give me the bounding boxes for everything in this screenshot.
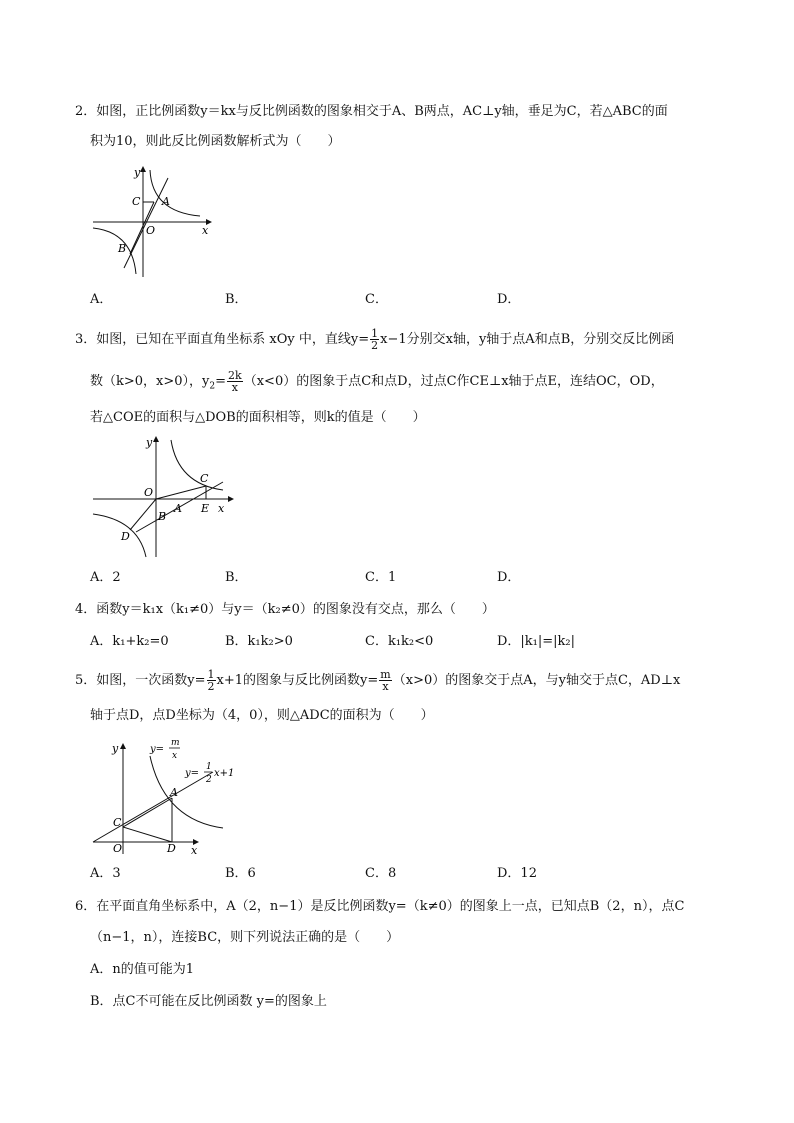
q3-fraction2 [227,370,243,393]
q5-label-C: C [113,816,122,829]
q5-label-D: D [167,842,176,855]
q2-label-A: A [162,195,170,208]
q3-OC-segment [156,486,206,499]
q2-label-y: y [134,166,141,179]
q2-option-c[interactable]: C． [365,292,388,307]
q3-label-C: C [200,472,209,485]
q4-option-d[interactable]: D．|k₁|=|k₂| [497,634,576,649]
q5-fraction2 [379,669,391,692]
q5-hyperbola [150,756,223,828]
q3-label-B: B [158,510,167,523]
q3-stem-line3: 若△COE的面积与△DOB的面积相等，则k的值是（ ） [90,410,426,425]
q3-line1a: 3．如图，已知在平面直角坐标系 xOy 中，直线 [75,332,351,347]
q5-line-label: y= [185,768,200,779]
q2-stem-line2: 积为10，则此反比例函数解析式为（ ） [90,134,341,149]
q5-option-b[interactable]: B．6 [225,866,256,881]
q6-stem-line2: （n−1，n），连接BC，则下列说法正确的是（ ） [90,930,400,945]
q4-option-c[interactable]: C．k₁k₂<0 [365,634,434,649]
q2-option-b[interactable]: B． [225,292,248,307]
q3-stem-line2 [90,370,664,395]
q5-frac-den: 2 [207,680,215,693]
q3-frac2-den: x [231,381,238,394]
q3-option-c[interactable]: C．1 [365,570,397,585]
q5-line1b: x+1 [216,673,244,688]
q2-label-O: O [146,224,156,237]
q5-label-A: A [170,786,178,799]
q3-label-D: D [121,530,130,543]
q3-y2-sub: 2 [209,381,216,392]
q2-label-C: C [132,195,141,208]
q3-line2b: （x<0）的图象于点C和点D，过点C作CE⊥x轴于点E，连结OC，OD， [243,374,664,389]
q3-frac2-num: 2k [228,369,242,382]
q5-option-d[interactable]: D．12 [497,866,537,881]
q2-figure [88,162,213,282]
q2-option-a[interactable]: A． [90,292,113,307]
q5-frac2-den: x [382,680,389,693]
q5-stem-line2: 轴于点D，点D坐标为（4，0），则△ADC的面积为（ ） [90,708,434,723]
q3-y-eq: y= [350,332,370,347]
q5-line1a: 5．如图，一次函数 [75,673,188,688]
q3-y2: y [202,374,210,389]
q5-line1e: 的图象交于点A，与y轴交于点C，AD⊥x [445,673,681,688]
q3-frac-den: 2 [371,339,379,352]
q6-option-a[interactable]: A．n的值可能为1 [90,962,195,977]
q3-hyperbola-y1 [171,440,223,490]
q4-stem-line1: 4．函数y＝k₁x（k₁≠0）与y＝（k₂≠0）的图象没有交点，那么（ ） [75,602,495,617]
q2-y-arrow [140,166,146,172]
q5-option-a[interactable]: A．3 [90,866,121,881]
q4-option-b[interactable]: B．k₁k₂>0 [225,634,293,649]
q3-OD-segment [130,499,156,530]
q5-fraction [207,669,216,692]
q3-label-E: E [201,502,210,515]
q3-frac-num: 1 [371,327,379,340]
q3-y-arrow [153,436,159,442]
q5-line-den: 2 [206,775,212,785]
q2-label-x: x [202,224,209,237]
q3-line1c: 分别交x轴，y轴于点A和点B，分别交反比例函 [406,332,675,347]
q5-option-c[interactable]: C．8 [365,866,397,881]
q5-label-y: y [112,742,119,755]
q5-frac2-num: m [380,668,391,681]
q2-hyperbola-branch1 [150,170,200,216]
q5-CD-segment [123,827,172,842]
q5-figure [88,734,258,859]
q3-label-A: A [174,502,182,515]
q3-label-y: y [146,436,153,449]
q3-option-d[interactable]: D． [497,570,521,585]
q3-option-b[interactable]: B． [225,570,248,585]
q3-option-a[interactable]: A．2 [90,570,121,585]
q2-hyperbola-branch2 [93,228,136,274]
q5-line [93,772,213,842]
q5-stem-line1 [75,669,680,692]
q3-label-x: x [218,502,225,515]
q6-stem-line1: 6．在平面直角坐标系中，A（2，n−1）是反比例函数y=（k≠0）的图象上一点，已知点B（2，n），点C [75,899,685,914]
q3-fraction [370,328,379,351]
q5-line-rest: x+1 [214,768,235,779]
q3-stem-line1 [75,328,674,351]
q5-label-x: x [191,844,198,857]
q2-label-B: B [118,242,127,255]
q5-hyp-label: y= [150,744,165,755]
q4-option-a[interactable]: A．k₁+k₂=0 [90,634,169,649]
q5-y-arrow [120,743,126,749]
q6-option-b[interactable]: B．点C不可能在反比例函数 y=的图象上 [90,994,327,1009]
q5-line-num: 1 [206,762,212,772]
q5-y-eq2: y= [360,673,379,688]
q2-linear-line [124,178,168,268]
q5-CA-segment [123,798,172,827]
q5-line1c: 的图象与反比例函数 [243,673,361,688]
q5-y-eq: y= [187,673,206,688]
q5-hyp-den: x [172,751,178,761]
q5-label-O: O [113,842,123,855]
q3-line1b: x−1 [380,332,407,347]
q3-eq: = [215,374,227,389]
q2-option-d[interactable]: D． [497,292,521,307]
q2-stem-line1: 2．如图，正比例函数y＝kx与反比例函数的图象相交于A、B两点，AC⊥y轴，垂足为C，若△ABC的面 [75,104,668,119]
q5-hyp-num: m [171,738,180,748]
q3-x-arrow [228,496,234,502]
q5-line1d: （x>0） [392,673,446,688]
q3-line2a: 数（k>0，x>0）， [90,374,203,389]
q3-figure [88,432,238,562]
q5-frac-num: 1 [207,668,215,681]
q3-label-O: O [144,486,154,499]
